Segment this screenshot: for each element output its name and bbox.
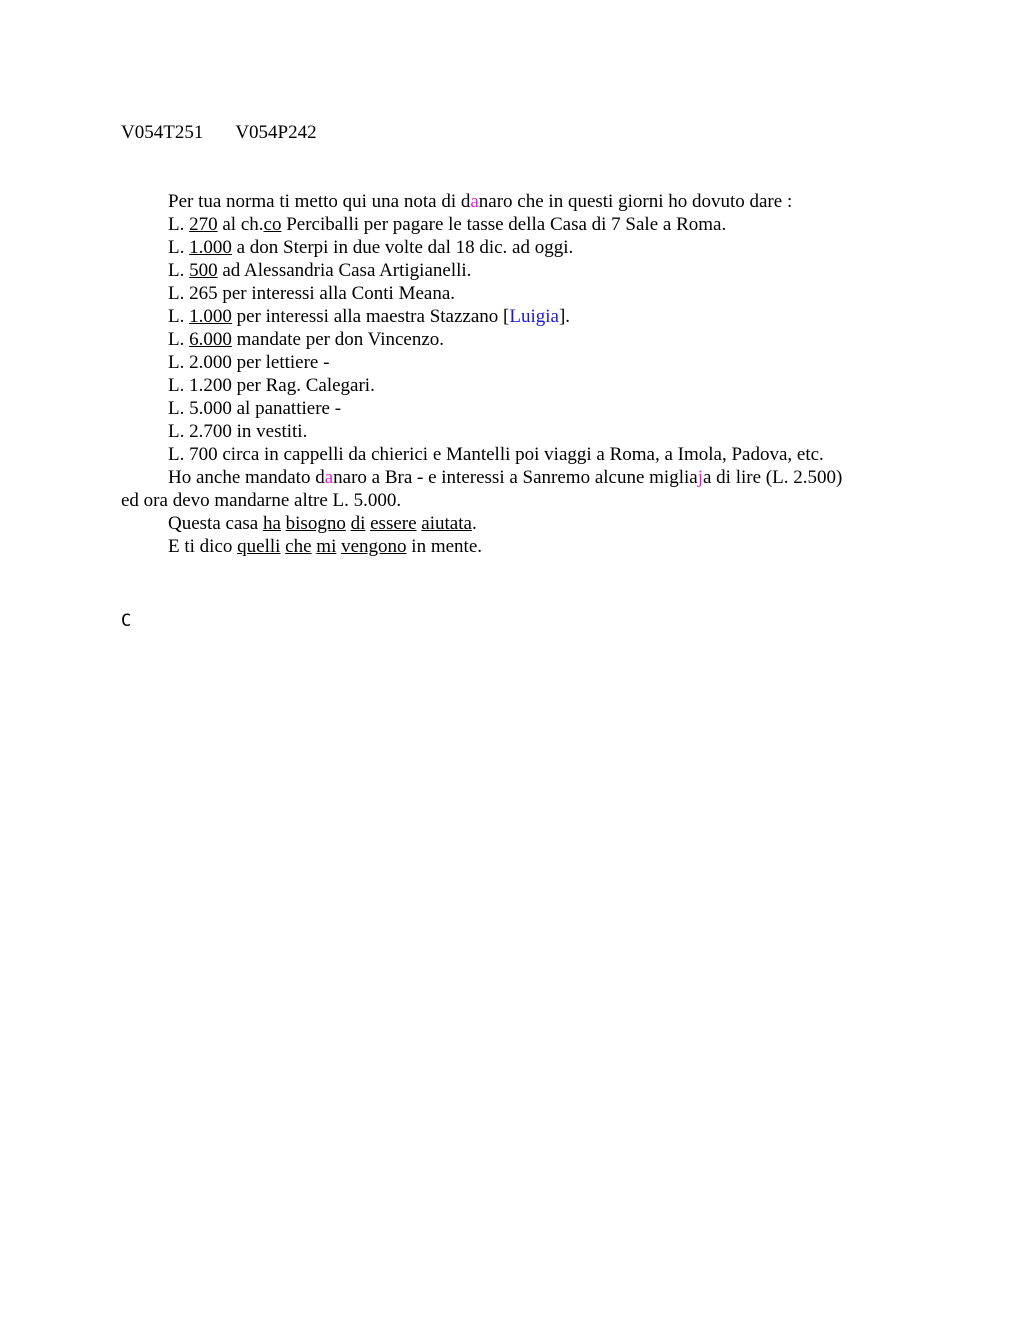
letter-paragraph bbox=[121, 236, 851, 259]
text-segment: L. bbox=[168, 260, 190, 281]
text-segment-u: di bbox=[350, 513, 366, 534]
text-segment: L. bbox=[168, 214, 190, 235]
text-segment: L. 5.000 al panattiere - bbox=[168, 398, 342, 419]
text-segment-u: essere bbox=[370, 513, 417, 534]
letter-paragraph bbox=[121, 420, 851, 443]
text-segment: ad Alessandria Casa Artigianelli. bbox=[217, 260, 472, 281]
text-segment-u: aiutata bbox=[421, 513, 472, 534]
letter-paragraph bbox=[121, 397, 851, 420]
letter-paragraph bbox=[121, 282, 851, 305]
text-segment: L. bbox=[168, 237, 190, 258]
text-segment: mandate per don Vincenzo. bbox=[231, 329, 445, 350]
letter-paragraph bbox=[121, 305, 851, 328]
text-segment-u: 270 bbox=[189, 214, 218, 235]
text-segment: a di lire (L. 2.500) ed ora devo mandarne altre L. 5.000. bbox=[121, 467, 843, 511]
text-segment-mag: j bbox=[697, 467, 703, 488]
text-segment-u: co bbox=[263, 214, 282, 235]
letter-paragraph bbox=[121, 535, 851, 558]
text-segment: . bbox=[471, 513, 477, 534]
letter-paragraph bbox=[121, 512, 851, 535]
letter-paragraph bbox=[121, 190, 851, 213]
text-segment: Per tua norma ti metto qui una nota di d bbox=[168, 191, 471, 212]
text-segment: E ti dico bbox=[168, 536, 238, 557]
text-segment-u: 500 bbox=[189, 260, 218, 281]
text-segment: per interessi alla maestra Stazzano [ bbox=[231, 306, 510, 327]
letter-paragraph bbox=[121, 443, 851, 466]
letter-paragraph bbox=[121, 259, 851, 282]
letter-paragraph bbox=[121, 351, 851, 374]
text-segment: L. 265 per interessi alla Conti Meana. bbox=[168, 283, 456, 304]
text-segment-u: ha bbox=[262, 513, 281, 534]
text-segment: ]. bbox=[558, 306, 571, 327]
letter-paragraph bbox=[121, 213, 851, 236]
text-segment: a don Sterpi in due volte dal 18 dic. ad oggi. bbox=[231, 237, 574, 258]
text-segment-u: vengono bbox=[341, 536, 407, 557]
letter-paragraph bbox=[121, 466, 851, 512]
letter-paragraph bbox=[121, 374, 851, 397]
document-code-right: V054P242 bbox=[235, 122, 317, 143]
document-code-left: V054T251 bbox=[121, 122, 204, 143]
text-segment: al ch. bbox=[217, 214, 264, 235]
text-segment: Perciballi per pagare le tasse della Casa di 7 Sale a Roma. bbox=[281, 214, 727, 235]
letter-body bbox=[121, 190, 851, 558]
text-segment: L. 2.700 in vestiti. bbox=[168, 421, 308, 442]
text-segment-u: mi bbox=[316, 536, 337, 557]
text-segment: L. 2.000 per lettiere - bbox=[168, 352, 330, 373]
document-header bbox=[121, 121, 317, 144]
text-segment-u: quelli bbox=[237, 536, 281, 557]
text-segment-u: 1.000 bbox=[189, 237, 232, 258]
text-segment: Ho anche mandato d bbox=[168, 467, 325, 488]
text-segment: in mente. bbox=[406, 536, 482, 557]
letter-paragraph bbox=[121, 328, 851, 351]
text-segment: L. 1.200 per Rag. Calegari. bbox=[168, 375, 375, 396]
text-segment-u: 1.000 bbox=[189, 306, 232, 327]
text-segment-mag: a bbox=[470, 191, 479, 212]
text-segment: L. bbox=[168, 306, 190, 327]
text-segment: naro a Bra - e interessi a Sanremo alcune miglia bbox=[333, 467, 698, 488]
text-segment: L. 700 circa in cappelli da chierici e Mantelli poi viaggi a Roma, a Imola, Padova, etc. bbox=[168, 444, 824, 465]
text-segment-blue: Luigia bbox=[509, 306, 559, 327]
text-segment-mag: a bbox=[324, 467, 334, 488]
text-segment: L. bbox=[168, 329, 190, 350]
footer-mark: C bbox=[121, 611, 132, 631]
text-segment-u: bisogno bbox=[285, 513, 346, 534]
text-segment-u: che bbox=[285, 536, 312, 557]
text-segment: Questa casa bbox=[168, 513, 263, 534]
text-segment: naro che in questi giorni ho dovuto dare : bbox=[478, 191, 793, 212]
text-segment-u: 6.000 bbox=[189, 329, 232, 350]
